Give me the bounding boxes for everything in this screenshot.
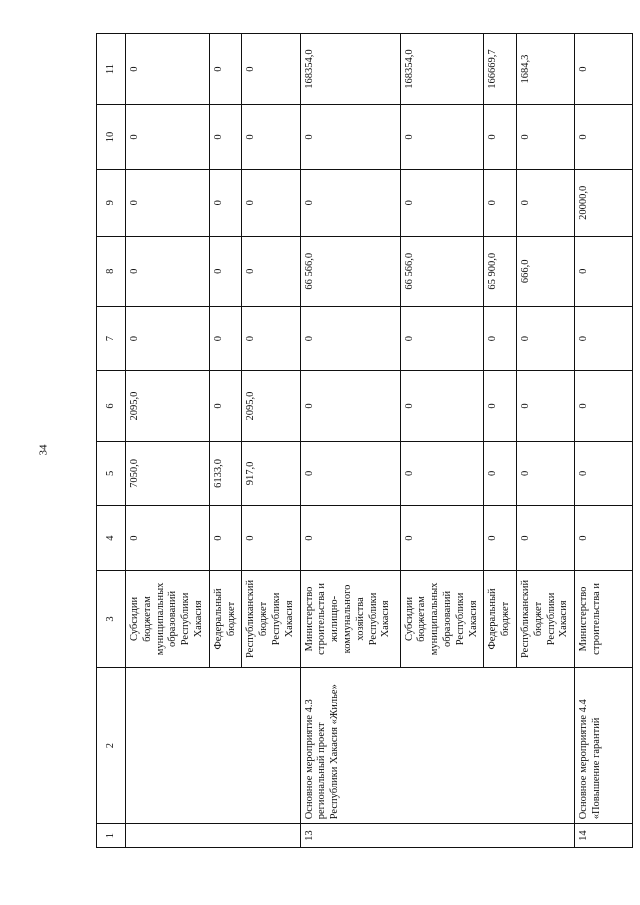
value-cell: 0: [126, 236, 210, 306]
source-cell: Республиканский бюджет Республики Хакасия: [242, 570, 300, 667]
value-cell: 0: [484, 441, 517, 506]
value-cell: 0: [400, 506, 484, 571]
header-row: [97, 34, 126, 848]
header-cell: 5: [97, 441, 126, 506]
value-cell: 0: [516, 371, 574, 441]
value-cell: 0: [126, 306, 210, 371]
header-cell: 3: [97, 570, 126, 667]
value-cell: 6133,0: [209, 441, 242, 506]
header-cell: 1: [97, 824, 126, 848]
value-cell: 1684,3: [516, 34, 574, 105]
value-cell: 0: [209, 105, 242, 170]
value-cell: 0: [242, 306, 300, 371]
table-row: [126, 34, 210, 848]
source-cell: Субсидии бюджетам муниципальных образований Республики Хакасия: [400, 570, 484, 667]
value-cell: 0: [126, 169, 210, 236]
value-cell: 166669,7: [484, 34, 517, 105]
value-cell: 0: [484, 371, 517, 441]
header-cell: 8: [97, 236, 126, 306]
value-cell: 0: [209, 34, 242, 105]
value-cell: 65 900,0: [484, 236, 517, 306]
value-cell: 0: [209, 506, 242, 571]
value-cell: 0: [209, 371, 242, 441]
value-cell: 0: [484, 506, 517, 571]
value-cell: 666,0: [516, 236, 574, 306]
value-cell: 0: [575, 236, 633, 306]
source-cell: Федеральный бюджет: [484, 570, 517, 667]
row-number-cell: 13: [300, 824, 575, 848]
value-cell: 0: [575, 506, 633, 571]
source-cell: Министерство строительства и жилищно-коммунального хозяйства Республики Хакасия: [300, 570, 400, 667]
value-cell: 0: [300, 441, 400, 506]
header-cell: 9: [97, 169, 126, 236]
header-cell: 11: [97, 34, 126, 105]
value-cell: 0: [516, 105, 574, 170]
value-cell: 20000,0: [575, 169, 633, 236]
value-cell: 0: [575, 306, 633, 371]
value-cell: 0: [300, 105, 400, 170]
value-cell: 0: [484, 105, 517, 170]
header-cell: 6: [97, 371, 126, 441]
value-cell: 2095,0: [242, 371, 300, 441]
value-cell: 0: [400, 371, 484, 441]
value-cell: 66 566,0: [400, 236, 484, 306]
source-cell: Республиканский бюджет Республики Хакасия: [516, 570, 574, 667]
value-cell: 0: [300, 506, 400, 571]
row-number-cell: 14: [575, 824, 633, 848]
value-cell: 0: [300, 306, 400, 371]
header-cell: 10: [97, 105, 126, 170]
value-cell: 0: [575, 441, 633, 506]
value-cell: 0: [575, 371, 633, 441]
page-number: 34: [37, 444, 50, 456]
value-cell: 0: [516, 441, 574, 506]
value-cell: 0: [126, 34, 210, 105]
event-name-cell: Основное мероприятие 4.3 региональный проект Республики Хакасия «Жилье»: [300, 667, 575, 823]
header-cell: 2: [97, 667, 126, 823]
value-cell: 0: [484, 169, 517, 236]
value-cell: 0: [484, 306, 517, 371]
value-cell: 0: [209, 236, 242, 306]
value-cell: 0: [516, 169, 574, 236]
event-name-cell: [126, 667, 301, 823]
rotated-table-container: [96, 33, 606, 848]
value-cell: 66 566,0: [300, 236, 400, 306]
value-cell: 917,0: [242, 441, 300, 506]
table-row: [300, 34, 400, 848]
value-cell: 0: [400, 169, 484, 236]
value-cell: 0: [209, 306, 242, 371]
row-number-cell: [126, 824, 301, 848]
source-cell: Федеральный бюджет: [209, 570, 242, 667]
value-cell: 168354,0: [300, 34, 400, 105]
value-cell: 2095,0: [126, 371, 210, 441]
value-cell: 0: [126, 105, 210, 170]
header-cell: 7: [97, 306, 126, 371]
budget-table: [96, 33, 633, 848]
table-row: [575, 34, 633, 848]
value-cell: 0: [575, 34, 633, 105]
value-cell: 0: [516, 506, 574, 571]
event-name-cell: Основное мероприятие 4.4 «Повышение гарантий: [575, 667, 633, 823]
value-cell: 0: [300, 169, 400, 236]
value-cell: 0: [400, 105, 484, 170]
value-cell: 0: [209, 169, 242, 236]
value-cell: 7050,0: [126, 441, 210, 506]
source-cell: Министерство строительства и: [575, 570, 633, 667]
value-cell: 0: [242, 105, 300, 170]
value-cell: 0: [242, 506, 300, 571]
value-cell: 0: [242, 236, 300, 306]
value-cell: 0: [242, 169, 300, 236]
value-cell: 0: [575, 105, 633, 170]
value-cell: 0: [300, 371, 400, 441]
value-cell: 168354,0: [400, 34, 484, 105]
value-cell: 0: [242, 34, 300, 105]
source-cell: Субсидии бюджетам муниципальных образований Республики Хакасия: [126, 570, 210, 667]
value-cell: 0: [400, 441, 484, 506]
header-cell: 4: [97, 506, 126, 571]
value-cell: 0: [516, 306, 574, 371]
value-cell: 0: [400, 306, 484, 371]
value-cell: 0: [126, 506, 210, 571]
